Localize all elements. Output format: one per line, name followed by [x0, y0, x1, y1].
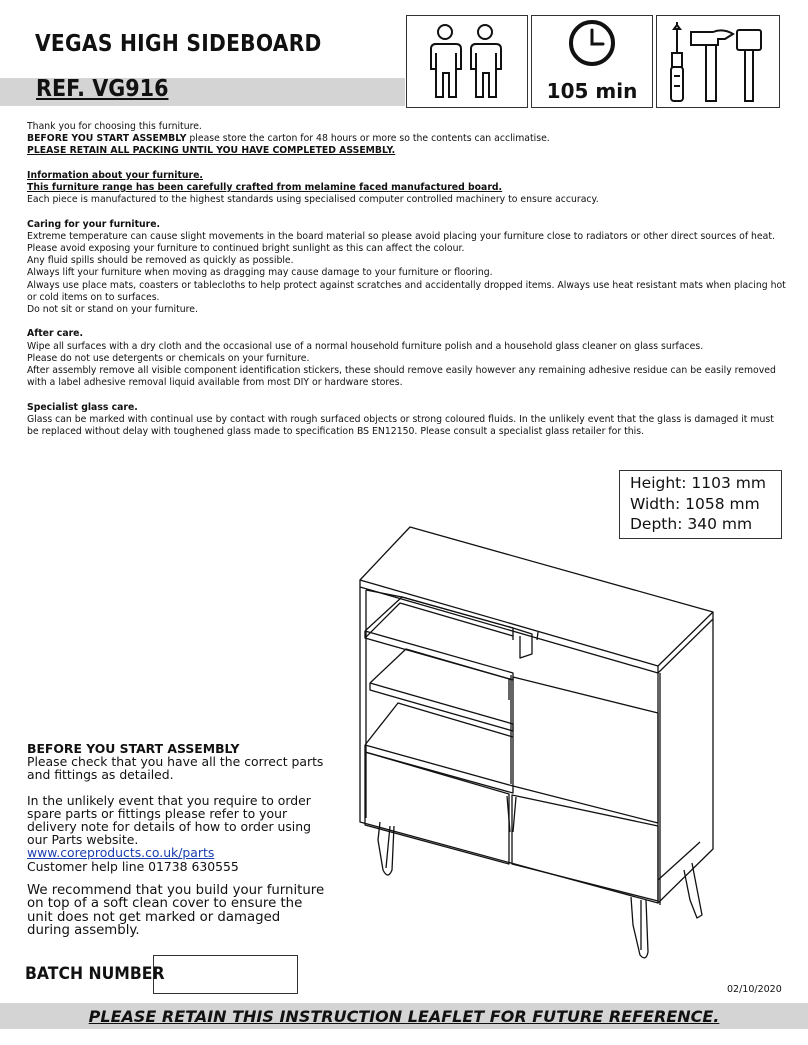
product-ref: REF. VG916	[36, 76, 169, 102]
two-person-icon	[407, 16, 527, 107]
tools-icon	[657, 16, 779, 107]
glass-heading: Specialist glass care.	[27, 401, 138, 413]
caring-line: Extreme temperature can cause slight movements in the board material so please avoid placing your furniture close to radiators or other direct sources of heat.	[27, 230, 775, 242]
parts-website-link[interactable]: www.coreproducts.co.uk/parts	[27, 845, 215, 861]
after-care-line: Wipe all surfaces with a dry cloth and the occasional use of a normal household furniture polish and a household glass cleaner on glass surfaces.	[27, 340, 704, 352]
information-subheading: This furniture range has been carefully crafted from melamine faced manufactured board.	[27, 182, 503, 193]
caring-line: Always use place mats, coasters or tablecloths to help protect against scratches and accidentally dropped items. Always use heat resistant mats when placing hot or cold items on to surfaces.	[27, 279, 786, 303]
check-parts-text: Please check that you have all the correct parts and fittings as detailed.	[27, 754, 324, 783]
before-assembly-label: BEFORE YOU START ASSEMBLY	[27, 133, 187, 145]
assembly-time: 105 min	[546, 79, 638, 103]
retain-packing-line: PLEASE RETAIN ALL PACKING UNTIL YOU HAVE COMPLETED ASSEMBLY.	[27, 145, 396, 157]
footer-notice: PLEASE RETAIN THIS INSTRUCTION LEAFLET FOR FUTURE REFERENCE.	[88, 1007, 720, 1026]
after-care-heading: After care.	[27, 328, 84, 340]
thanks-line: Thank you for choosing this furniture.	[27, 121, 202, 132]
caring-line: Any fluid spills should be removed as quickly as possible.	[27, 255, 294, 267]
acclimatise-line	[27, 133, 787, 145]
caring-line: Please avoid exposing your furniture to continued bright sunlight as this can affect the colour.	[27, 243, 465, 254]
after-care-line: After assembly remove all visible component identification stickers, these should remove easily however any remaining adhesive residue can be easily removed with a label adhesive removal liquid available from most DIY or hardware stores.	[27, 365, 776, 389]
care-information	[27, 121, 787, 438]
time-box	[531, 15, 653, 108]
information-heading: Information about your furniture.	[27, 169, 203, 181]
page-title: VEGAS HIGH SIDEBOARD	[35, 31, 322, 57]
caring-line: Always lift your furniture when moving as dragging may cause damage to your furniture or flooring.	[27, 267, 493, 279]
information-text: Each piece is manufactured to the highest standards using specialised computer controlled machinery to ensure accuracy.	[27, 194, 599, 206]
assembly-notes	[27, 742, 327, 937]
sideboard-illustration	[350, 525, 720, 965]
clock-icon	[532, 16, 652, 76]
after-care-line: Please do not use detergents or chemicals on your furniture.	[27, 352, 310, 364]
tools-box	[656, 15, 780, 108]
caring-heading: Caring for your furniture.	[27, 218, 161, 230]
helpline-text: Customer help line 01738 630555	[27, 858, 239, 874]
batch-number-field[interactable]	[153, 955, 298, 994]
batch-number-label: BATCH NUMBER	[25, 964, 165, 984]
height-dimension: Height: 1103 mm	[630, 474, 766, 492]
recommend-text: We recommend that you build your furniture on top of a soft clean cover to ensure the unit does not get marked or damaged during assembly.	[27, 882, 325, 939]
assembly-heading: BEFORE YOU START ASSEMBLY	[27, 741, 240, 756]
caring-line: Do not sit or stand on your furniture.	[27, 304, 198, 316]
people-box	[406, 15, 528, 108]
width-dimension: Width: 1058 mm	[630, 494, 760, 513]
revision-date: 02/10/2020	[727, 984, 782, 995]
depth-dimension: Depth: 340 mm	[630, 515, 753, 533]
glass-text: Glass can be marked with continual use by contact with rough surfaced objects or strong coloured fluids. In the unlikely event that the glass is damaged it must be replaced without delay with toughened glass made to specification BS EN12150. Please consult a specialist glass retailer for this.	[27, 413, 774, 438]
spares-text: In the unlikely event that you require to order spare parts or fittings please refer to your delivery note for details of how to order using our Parts website.	[27, 792, 311, 848]
acclimatise-text: please store the carton for 48 hours or more so the contents can acclimatise.	[186, 133, 550, 145]
